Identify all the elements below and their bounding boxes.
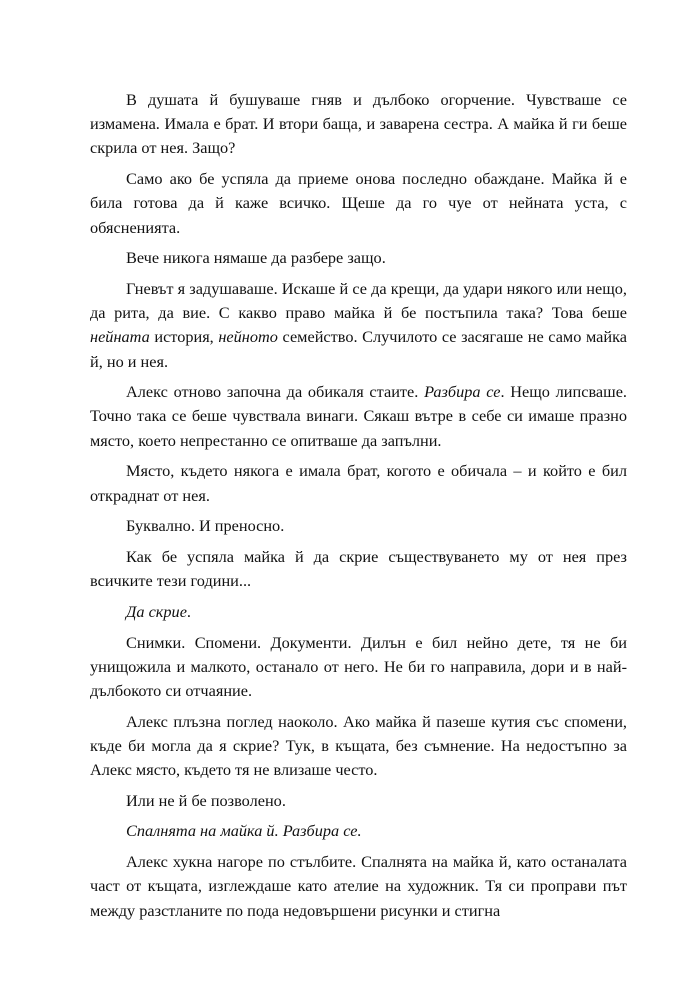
italic-text-run: нейната — [90, 327, 150, 347]
text-run: история, — [149, 327, 219, 347]
text-run: Буквално. И преносно. — [126, 516, 285, 536]
text-run: Снимки. Спомени. Документи. Дилън е бил нейно дете, тя не би унищожила и малкото, останало от него. Не би го направила, дори и в най-дълбокото си отчаяние. — [90, 632, 627, 700]
text-run: Гневът я задушаваше. Искаше й се да крещи, да удари някого или нещо, да рита, да вие. С какво право майка й бе постъпила така? Това беше — [90, 278, 627, 323]
paragraph — [90, 710, 627, 783]
text-run: Алекс хукна нагоре по стълбите. Спалнята на майка й, като останалата част от къщата, изглеждаше като ателие на художник. Тя си проправи път между разстланите по пода недовършени рисунки и стигна — [90, 852, 627, 920]
italic-text-run: нейното — [218, 327, 278, 347]
text-run: В душата й бушуваше гняв и дълбоко огорчение. Чувстваше се измамена. Имала е брат. И втори баща, и заварена сестра. А майка й ги беше скрила от нея. Защо? — [90, 90, 627, 158]
text-run: Място, където някога е имала брат, когото е обичала – и който е бил откраднат от нея. — [90, 461, 627, 505]
text-run: Алекс отново започна да обикаля стаите. — [126, 382, 425, 402]
paragraph — [90, 819, 627, 843]
text-run: Само ако бе успяла да приеме онова последно обаждане. Майка й е била готова да й каже всичко. Щеше да го чуе от нейната уста, с обясненията. — [90, 169, 627, 237]
paragraph — [90, 600, 627, 624]
paragraph — [90, 514, 627, 538]
text-run: Вече никога нямаше да разбере защо. — [126, 248, 386, 268]
paragraph — [90, 631, 627, 704]
text-run: . — [186, 601, 191, 621]
italic-text-run: Разбира се — [424, 382, 501, 402]
paragraph — [90, 850, 627, 923]
paragraph — [90, 246, 627, 270]
paragraph — [90, 277, 627, 374]
document-page — [90, 88, 627, 923]
text-run: Алекс плъзна поглед наоколо. Ако майка й пазеше кутия със спомени, къде би могла да я скрие? Тук, в къщата, без съмнение. На недостъпно за Алекс място, където тя не влизаше често. — [90, 711, 627, 780]
text-run: семейство. Случилото се засягаше не само майка й, но и нея. — [90, 327, 627, 371]
italic-text-run: Да скрие — [126, 601, 187, 621]
italic-text-run: Спалнята на майка й. Разбира се. — [126, 821, 362, 841]
paragraph — [90, 545, 627, 593]
text-run: . Нещо липсваше. Точно така се беше чувствала винаги. Сякаш вътре в себе си имаше празно място, което непрестанно се опитваше да запълни. — [90, 382, 627, 450]
paragraph — [90, 459, 627, 507]
paragraph — [90, 380, 627, 453]
paragraph — [90, 789, 627, 813]
text-run: Или не й бе позволено. — [126, 790, 286, 810]
paragraph — [90, 88, 627, 161]
text-run: Как бе успяла майка й да скрие съществуването му от нея през всичките тези години... — [90, 546, 627, 591]
paragraph — [90, 167, 627, 240]
